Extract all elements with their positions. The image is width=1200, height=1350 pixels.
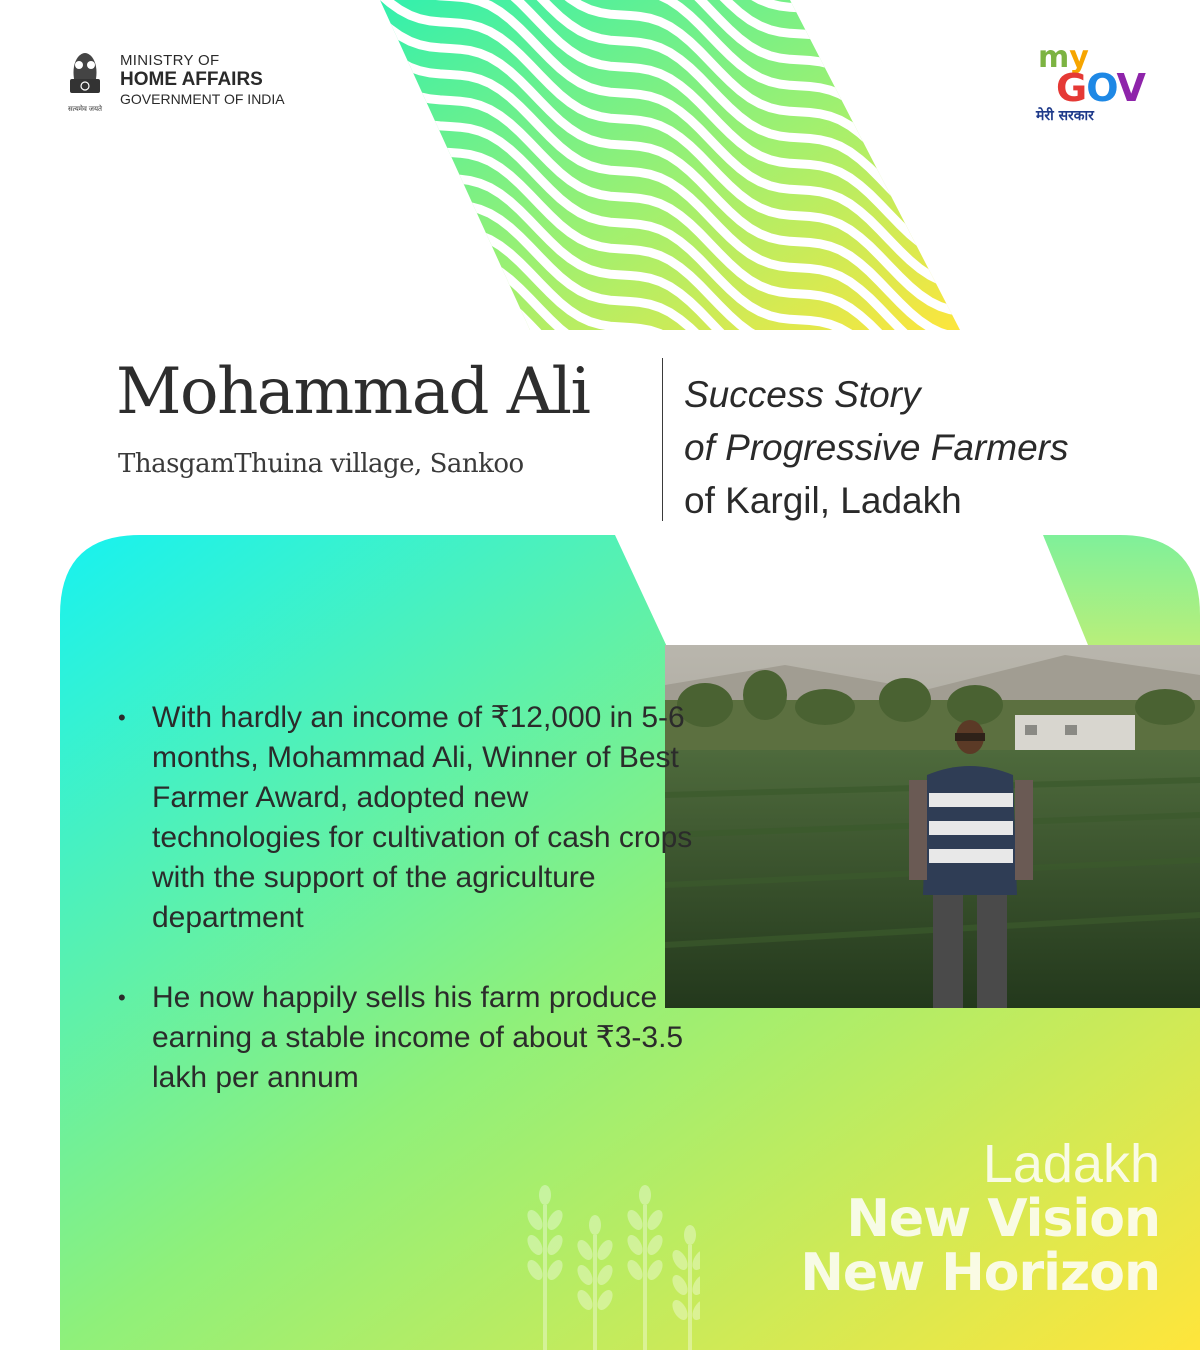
ministry-label xyxy=(120,52,285,107)
branding-line3: New Horizon xyxy=(800,1243,1160,1303)
ladakh-branding xyxy=(800,1134,1160,1303)
ministry-line3: GOVERNMENT OF INDIA xyxy=(120,91,285,108)
list-item xyxy=(118,698,698,938)
person-name: Mohammad Ali xyxy=(116,355,590,429)
svg-text:सत्यमेव जयते: सत्यमेव जयते xyxy=(67,106,103,113)
ministry-line1: MINISTRY OF xyxy=(120,52,220,69)
list-item xyxy=(118,978,698,1098)
mygov-tagline: मेरी सरकार xyxy=(1036,108,1094,124)
tagline-line2: of Progressive Farmers xyxy=(684,427,1069,468)
bullet-icon: • xyxy=(118,705,126,730)
village-label: ThasgamThuina village, Sankoo xyxy=(118,449,524,479)
farmer-photo xyxy=(665,645,1200,1008)
national-emblem-icon xyxy=(62,45,108,117)
wave-decoration xyxy=(360,0,970,330)
bullet-icon: • xyxy=(118,985,126,1010)
title-divider xyxy=(662,358,663,521)
branding-line1: Ladakh xyxy=(982,1134,1160,1194)
mygov-logo: my GOV मेरी सरकार xyxy=(1036,40,1145,124)
wheat-icon xyxy=(515,1185,700,1350)
tagline-line1: Success Story xyxy=(684,374,921,415)
story-bullets xyxy=(118,698,698,1138)
ministry-line2: HOME AFFAIRS xyxy=(120,69,263,91)
branding-line2: New Vision xyxy=(846,1189,1160,1249)
bullet-text: He now happily sells his farm produce earning a stable income of about ₹3-3.5 lakh per annum xyxy=(152,981,684,1094)
story-tagline xyxy=(684,368,1069,527)
bullet-text: With hardly an income of ₹12,000 in 5-6 months, Mohammad Ali, Winner of Best Farmer Award, adopted new technologies for cultivation of cash crops with the support of the agriculture department xyxy=(152,701,693,934)
tagline-line3: of Kargil, Ladakh xyxy=(684,480,962,521)
